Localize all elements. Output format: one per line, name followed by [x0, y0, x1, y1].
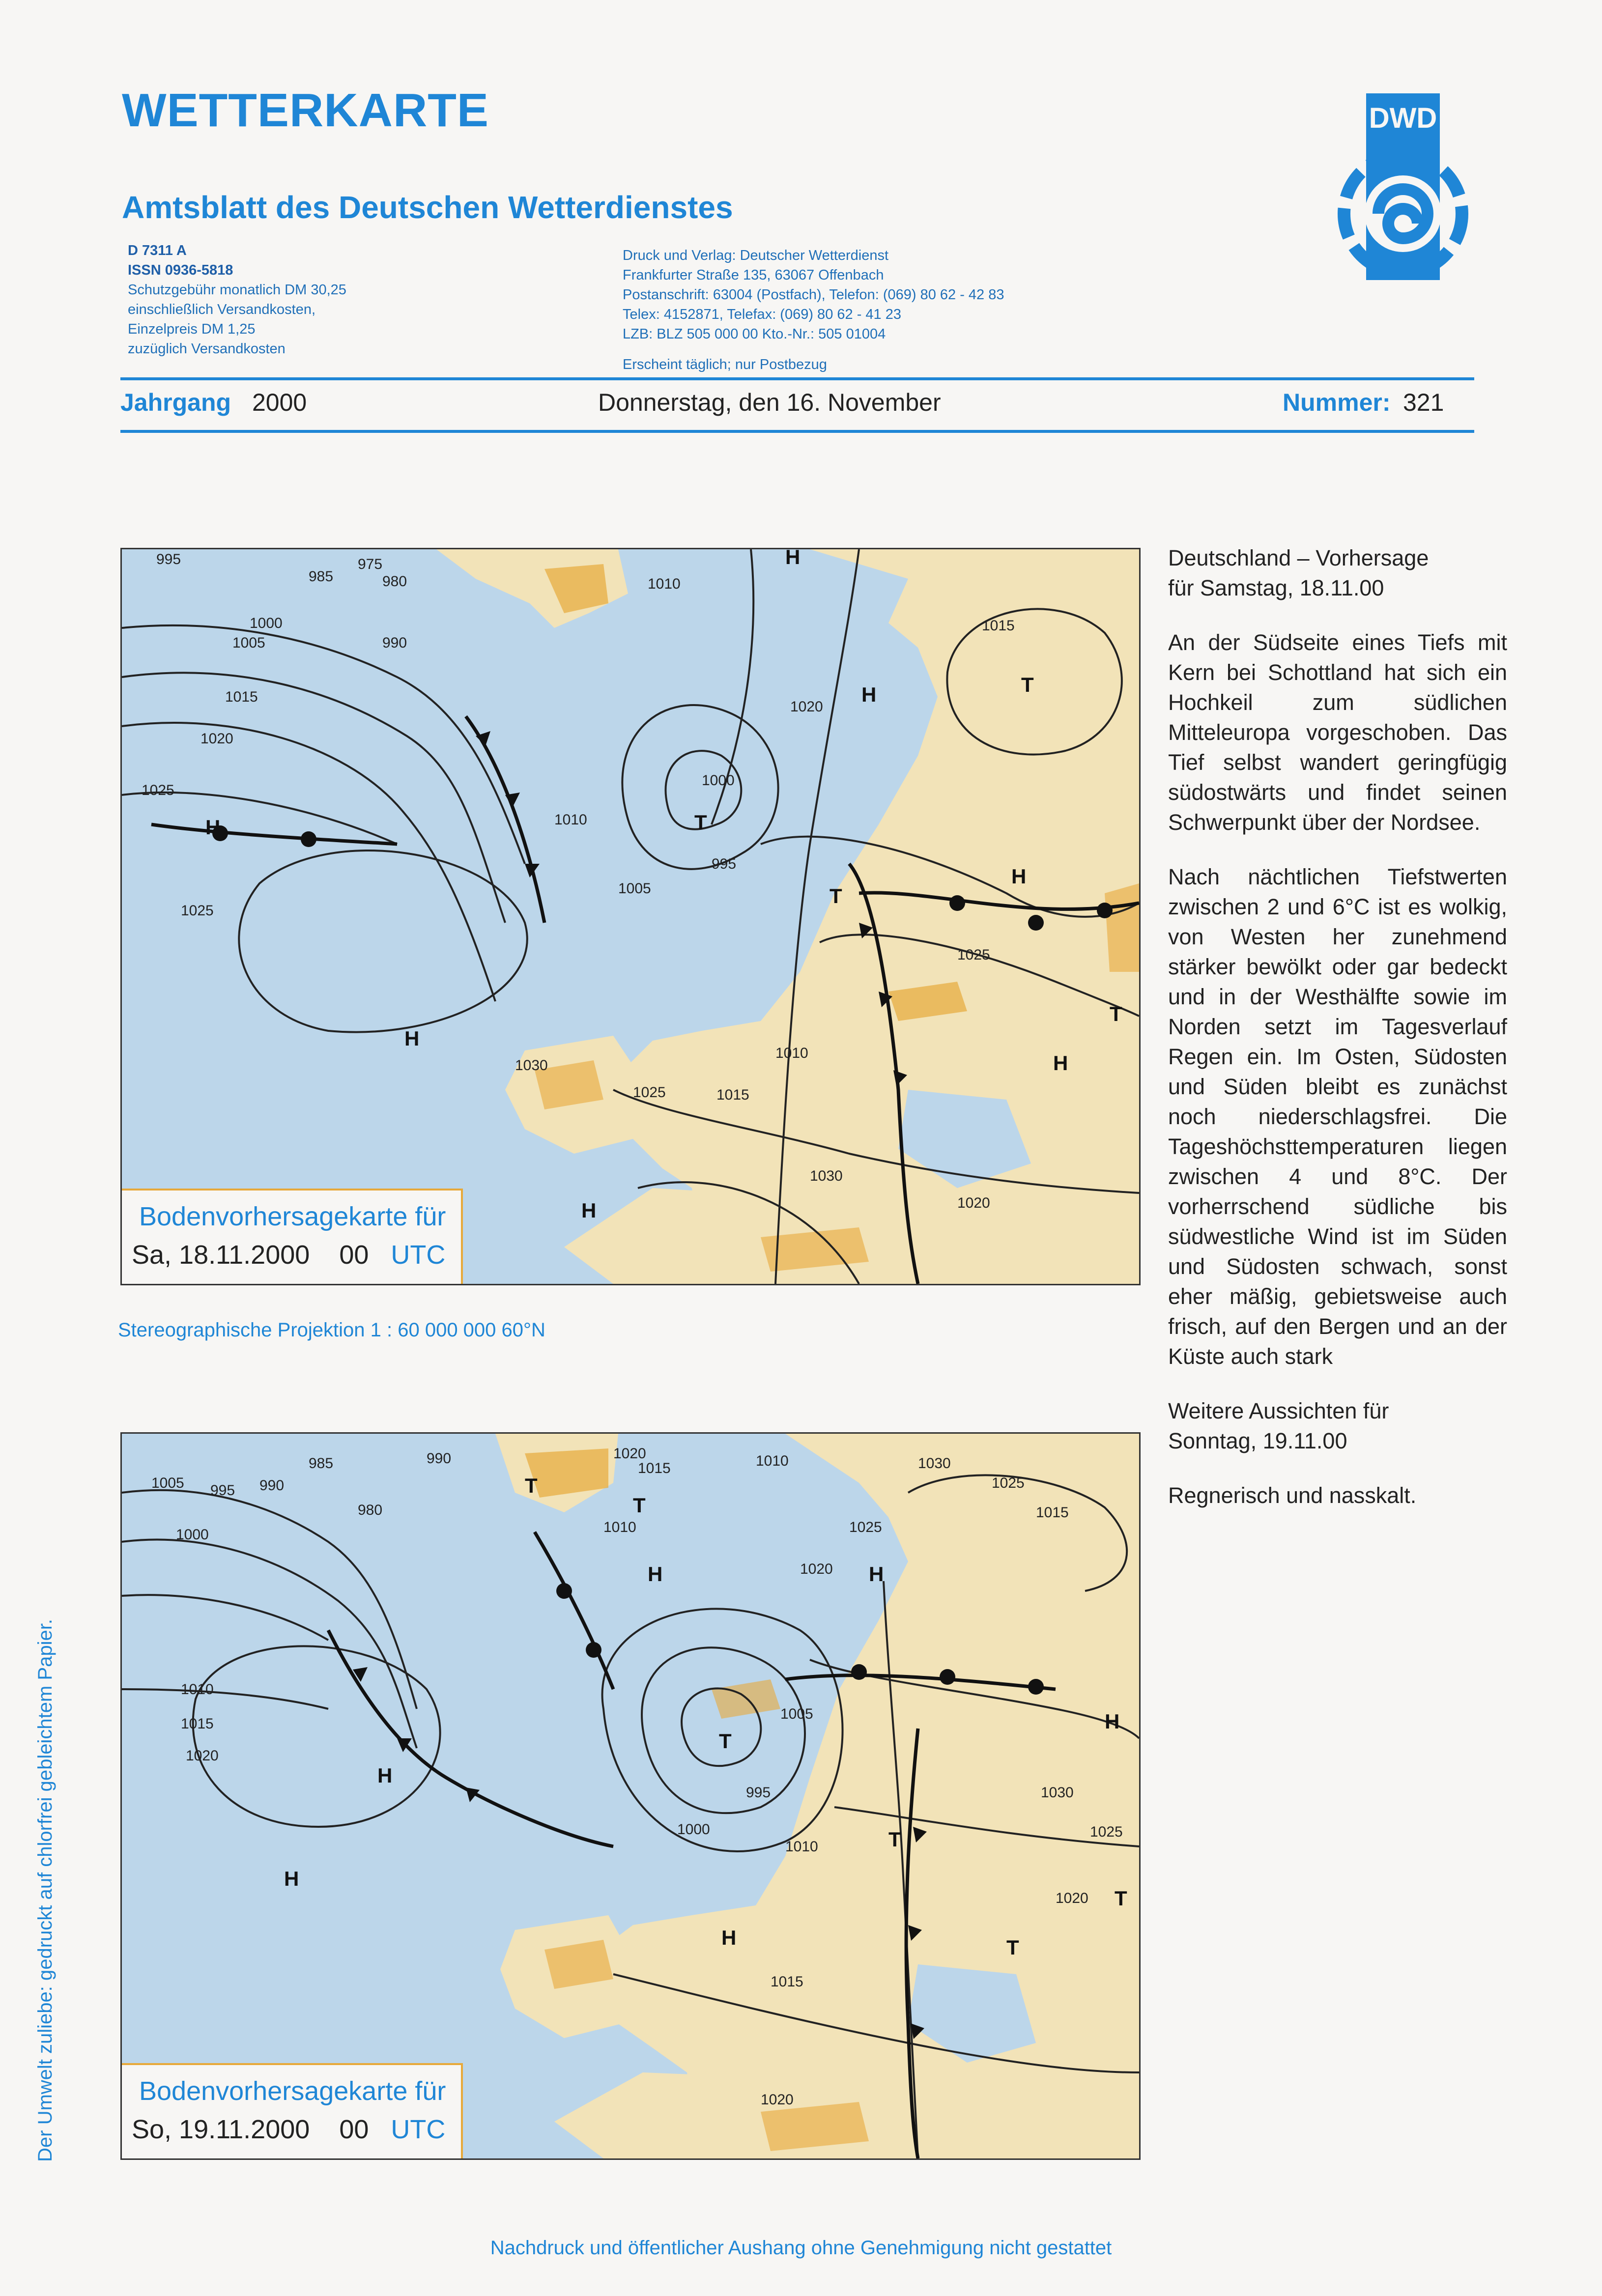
high-pressure-center: H [377, 1764, 393, 1787]
map1-label: 1010 [775, 1045, 808, 1061]
map1-legend [122, 1189, 463, 1284]
map2-label: 1020 [800, 1561, 833, 1577]
low-pressure-center: T [1115, 1887, 1127, 1910]
map2-label: 995 [746, 1785, 771, 1801]
map1-label: 1020 [957, 1195, 990, 1211]
map2-legend-title: Bodenvorhersagekarte für [139, 2076, 446, 2106]
publisher-line-2: Frankfurter Straße 135, 63067 Offenbach [623, 267, 884, 283]
publisher-line-1: Druck und Verlag: Deutscher Wetterdienst [623, 248, 889, 263]
publisher-info [623, 246, 1004, 374]
map2-label: 1010 [756, 1453, 789, 1469]
fee-line-4: zuzüglich Versandkosten [128, 341, 286, 357]
map1-label: 1015 [982, 618, 1015, 634]
low-pressure-center: T [830, 884, 842, 907]
top-rule [120, 377, 1474, 380]
outlook-heading-1: Weitere Aussichten für [1168, 1398, 1389, 1423]
map1-label: 1025 [181, 903, 214, 919]
logo-text: DWD [1369, 102, 1437, 134]
map1-label: 995 [156, 551, 181, 567]
low-pressure-center: T [719, 1729, 732, 1753]
map1-label: 1025 [142, 782, 174, 798]
map2-label: 1010 [785, 1839, 818, 1855]
map1-label: 1010 [648, 576, 681, 592]
publisher-line-4: Telex: 4152871, Telefax: (069) 80 62 - 41 23 [623, 307, 901, 322]
forecast-column [1168, 543, 1507, 1535]
number-label: Nummer: [1283, 389, 1391, 416]
outlook-heading-2: Sonntag, 19.11.00 [1168, 1428, 1347, 1453]
map1-label: 975 [358, 556, 383, 572]
low-pressure-center: T [888, 1828, 901, 1851]
map2-label: 1025 [992, 1475, 1025, 1491]
map1-label: 1015 [716, 1087, 749, 1103]
high-pressure-center: H [1011, 865, 1027, 888]
map1-label: 980 [382, 573, 407, 590]
map1-legend-time [132, 1240, 445, 1270]
map2-label: 1015 [638, 1460, 671, 1476]
map1-legend-hour: 00 [339, 1240, 369, 1270]
low-pressure-center: T [633, 1494, 646, 1517]
high-pressure-center: H [785, 549, 801, 568]
page-subtitle: Amtsblatt des Deutschen Wetterdienstes [122, 190, 733, 225]
map2-label: 1020 [1056, 1890, 1088, 1906]
map2-label: 1005 [780, 1706, 813, 1722]
dwd-logo [1302, 84, 1469, 295]
map2-label: 1000 [677, 1821, 710, 1838]
map1-label: 1025 [957, 947, 990, 963]
map1-label: 1030 [810, 1168, 843, 1184]
map1-label: 1005 [232, 635, 265, 651]
low-pressure-center: T [694, 811, 707, 834]
map2-label: 980 [358, 1502, 383, 1518]
publication-code: D 7311 A [128, 243, 187, 258]
map2-label: 1020 [613, 1446, 646, 1462]
high-pressure-center: H [869, 1562, 884, 1586]
publisher-line-3: Postanschrift: 63004 (Postfach), Telefon: (069) 80 62 - 42 83 [623, 287, 1004, 303]
low-pressure-center: T [525, 1474, 538, 1497]
map2-label: 1025 [849, 1519, 882, 1535]
map1-label: 1020 [790, 699, 823, 715]
map2-legend-utc: UTC [391, 2115, 446, 2144]
map1-label: 1000 [702, 772, 735, 789]
map1-label: 1010 [554, 812, 587, 828]
high-pressure-center: H [1105, 1710, 1120, 1733]
map1-label: 1000 [250, 615, 283, 631]
high-pressure-center: H [404, 1027, 420, 1050]
publisher-line-6: Erscheint täglich; nur Postbezug [623, 357, 827, 372]
footer-note: Nachdruck und öffentlicher Aushang ohne Genehmigung nicht gestattet [490, 2237, 1112, 2259]
surface-forecast-map-1 [120, 548, 1141, 1285]
map2-label: 1030 [1041, 1785, 1074, 1801]
issue-date: Donnerstag, den 16. November [598, 389, 941, 416]
fee-line-1: Schutzgebühr monatlich DM 30,25 [128, 282, 346, 298]
map2-label: 990 [259, 1477, 285, 1494]
high-pressure-center: H [648, 1562, 663, 1586]
map2-label: 990 [427, 1450, 452, 1467]
map2-label: 985 [309, 1455, 334, 1472]
issn: ISSN 0936-5818 [128, 262, 233, 278]
map2-legend-time [132, 2114, 445, 2145]
year-label: Jahrgang [120, 389, 231, 416]
map2-label: 1000 [176, 1527, 209, 1543]
fee-line-2: einschließlich Versandkosten, [128, 302, 316, 317]
issue-bar [120, 388, 1474, 423]
map1-label: 1005 [618, 880, 651, 897]
map2-label: 1015 [181, 1716, 214, 1732]
bottom-rule [120, 430, 1474, 433]
year-value: 2000 [252, 389, 307, 416]
forecast-heading-1: Deutschland – Vorhersage [1168, 545, 1429, 570]
map2-label: 1005 [151, 1475, 184, 1491]
fee-line-3: Einzelpreis DM 1,25 [128, 321, 256, 337]
forecast-heading-2: für Samstag, 18.11.00 [1168, 575, 1384, 600]
map1-legend-date: Sa, 18.11.2000 [132, 1240, 310, 1270]
low-pressure-center: T [1006, 1936, 1019, 1959]
map1-legend-utc: UTC [391, 1240, 446, 1270]
low-pressure-center: T [1021, 673, 1034, 696]
outlook-text: Regnerisch und nasskalt. [1168, 1483, 1417, 1508]
publisher-line-5: LZB: BLZ 505 000 00 Kto.-Nr.: 505 01004 [623, 326, 886, 342]
high-pressure-center: H [284, 1867, 299, 1890]
high-pressure-center: H [861, 683, 877, 706]
map2-drawing [122, 1434, 1139, 2158]
projection-note: Stereographische Projektion 1 : 60 000 000 60°N [118, 1319, 545, 1341]
map2-label: 1030 [918, 1455, 951, 1472]
map2-label: 1020 [761, 2092, 794, 2108]
forecast-paragraph-1: An der Südseite eines Tiefs mit Kern bei Schottland hat sich ein Hochkeil zum südlichen Mitteleuropa vorgeschoben. Das Tief selbst wandert geringfügig südostwärts und findet seinen Schwerpunkt über der Nordsee. [1168, 630, 1507, 835]
paper-note: Der Umwelt zuliebe: gedruckt auf chlorfrei gebleichtem Papier. [34, 1619, 56, 2162]
surface-forecast-map-2 [120, 1432, 1141, 2160]
map2-legend-hour: 00 [339, 2115, 369, 2144]
map1-label: 1015 [225, 689, 258, 705]
map2-label: 995 [210, 1482, 235, 1499]
map2-legend [122, 2063, 463, 2158]
map2-label: 1010 [181, 1681, 214, 1698]
high-pressure-center: H [1053, 1051, 1068, 1075]
map1-label: 985 [309, 568, 334, 585]
low-pressure-center: T [1110, 1002, 1122, 1025]
forecast-paragraph-2: Nach nächtlichen Tiefstwerten zwischen 2 und 6°C ist es wolkig, von Westen her zunehmend stärker bewölkt oder gar bedeckt und in der Westhälfte sowie im Norden setzt im Tagesverlauf Regen ein. Im Osten, Südosten und Süden bleibt es zunächst noch niederschlagsfrei. Die Tageshöchsttemperaturen liegen zwischen 4 und 8°C. Der vorherrschend südliche bis südwestliche Wind ist im Süden und Südosten schwach, sonst eher mäßig, gebietsweise auch frisch, auf den Bergen und an der Küste auch stark [1168, 864, 1507, 1369]
map1-label: 1020 [200, 731, 233, 747]
map2-label: 1015 [1036, 1504, 1069, 1521]
high-pressure-center: H [205, 816, 221, 839]
subscription-info [128, 241, 346, 359]
page-title: WETTERKARTE [122, 84, 489, 137]
map2-label: 1020 [186, 1748, 219, 1764]
number-value: 321 [1403, 389, 1444, 416]
map1-label: 995 [712, 856, 737, 872]
map1-legend-title: Bodenvorhersagekarte für [139, 1202, 446, 1231]
map2-label: 1025 [1090, 1824, 1123, 1840]
map1-drawing [122, 549, 1139, 1284]
high-pressure-center: H [581, 1199, 597, 1222]
high-pressure-center: H [721, 1926, 737, 1949]
map2-label: 1010 [603, 1519, 636, 1535]
map1-label: 990 [382, 635, 407, 651]
map2-legend-date: So, 19.11.2000 [132, 2115, 310, 2144]
map1-label: 1025 [633, 1084, 666, 1101]
map1-label: 1030 [515, 1057, 548, 1074]
map2-label: 1015 [771, 1974, 803, 1990]
